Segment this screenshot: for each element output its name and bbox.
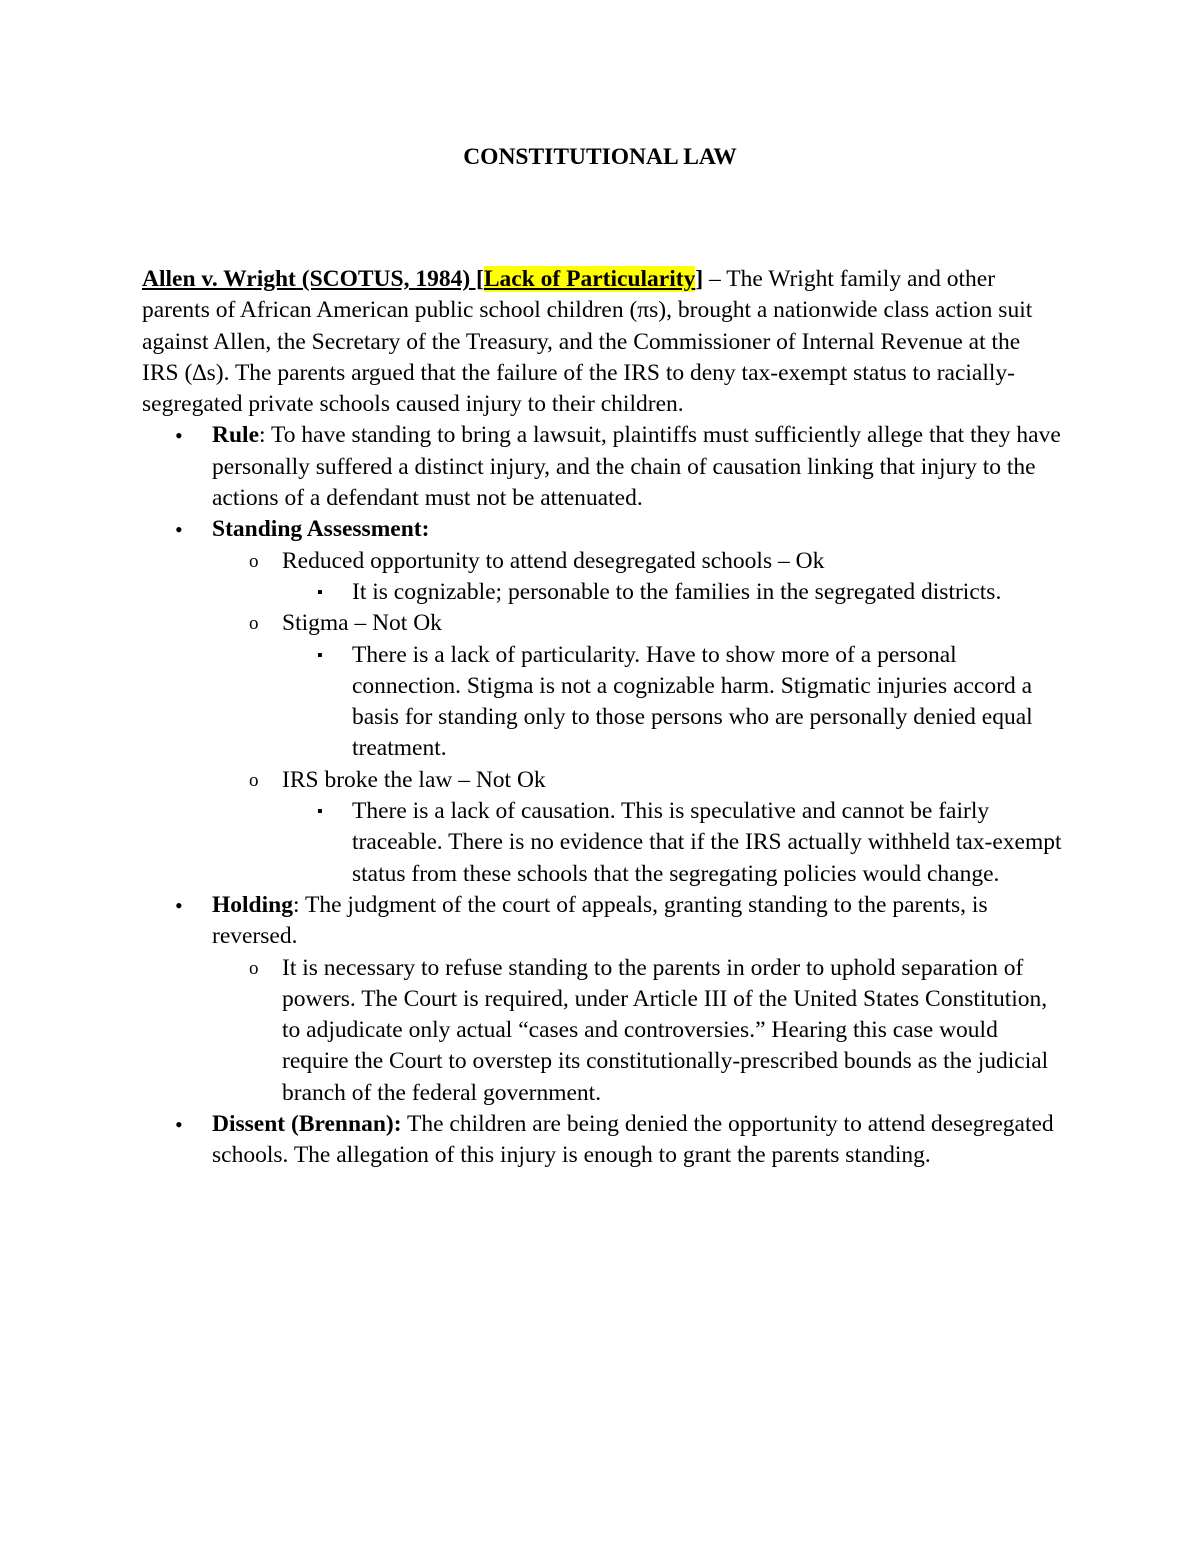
square-bullet-icon: ▪ (317, 646, 323, 664)
holding-text: : The judgment of the court of appeals, granting standing to the parents, is reversed. (212, 891, 988, 950)
standing-list (212, 546, 1062, 890)
standing-factor-text: Reduced opportunity to attend desegregated schools – Ok (282, 547, 825, 574)
rule-label: Rule (212, 422, 259, 449)
document-body (142, 264, 1062, 1172)
dissent-text: The children are being denied the opportunity to attend desegregated schools. The allegation of this injury is enough to grant the parents standing. (212, 1111, 1054, 1169)
standing-factor-item (212, 608, 1062, 764)
bullet-icon: • (175, 517, 183, 543)
rule-text: : To have standing to bring a lawsuit, plaintiffs must sufficiently allege that they have personally suffered a distinct injury, and the chain of causation linking that injury to the actions of a defendant must not be attenuated. (212, 422, 1061, 512)
rule-item (142, 420, 1062, 514)
bullet-icon: • (175, 892, 183, 918)
holding-detail: o It is necessary to refuse standing to the parents in order to uphold separation of powers. The Court is required, under Article III of the United States Constitution, to adjudicate only actual “cases and controversies.” Hearing this case would require the Court to overstep its constitutionally-prescribed bounds as the judicial branch of the federal government. (249, 954, 1049, 1106)
issue-highlight-tag: Lack of Particularity (483, 266, 696, 292)
dissent-label: Dissent (Brennan): (212, 1111, 402, 1138)
bullet-icon: • (175, 1112, 183, 1138)
holding-label: Holding (212, 891, 293, 918)
standing-factor-detail: ▪ It is cognizable; personable to the families in the segregated districts. (282, 577, 1062, 608)
holding-item (142, 890, 1062, 1109)
circle-bullet-icon: o (249, 769, 259, 791)
bullet-icon: • (175, 423, 183, 449)
standing-label: Standing Assessment: (212, 516, 430, 543)
standing-factor-text: Stigma – Not Ok (282, 610, 442, 637)
circle-bullet-icon: o (249, 957, 259, 979)
case-name: Allen v. Wright (SCOTUS, 1984) [Lack of Particularity] (142, 266, 704, 292)
case-intro-text: – The Wright family and other parents of African American public school children (πs), brought a nationwide class action suit against Allen, the Secretary of the Treasury, and the Commissioner of Internal Revenue at the IRS (∆s). The parents argued that the failure of the IRS to deny tax-exempt status to racially-segregated private schools caused injury to their children. (142, 266, 1033, 418)
standing-factor-detail: ▪ There is a lack of particularity. Have to show more of a personal connection. Stigma is not a cognizable harm. Stigmatic injuries accord a basis for standing only to those persons who are personally denied equal treatment. (317, 641, 1033, 762)
standing-factor-item (212, 546, 1062, 609)
circle-bullet-icon: o (249, 613, 259, 635)
case-outline (142, 420, 1062, 1171)
square-bullet-icon: ▪ (317, 803, 323, 821)
standing-factor-item (212, 765, 1062, 890)
circle-bullet-icon: o (249, 550, 259, 572)
document-title: CONSTITUTIONAL LAW (463, 144, 737, 170)
dissent-item (142, 1109, 1062, 1172)
case-intro-paragraph (142, 264, 1062, 420)
standing-factor-text: IRS broke the law – Not Ok (282, 766, 546, 793)
standing-item (142, 514, 1062, 890)
standing-factor-detail: ▪ There is a lack of causation. This is speculative and cannot be fairly traceable. There is no evidence that if the IRS actually withheld tax-exempt status from these schools that the segregating policies would change. (317, 798, 1062, 887)
square-bullet-icon: ▪ (317, 583, 323, 601)
